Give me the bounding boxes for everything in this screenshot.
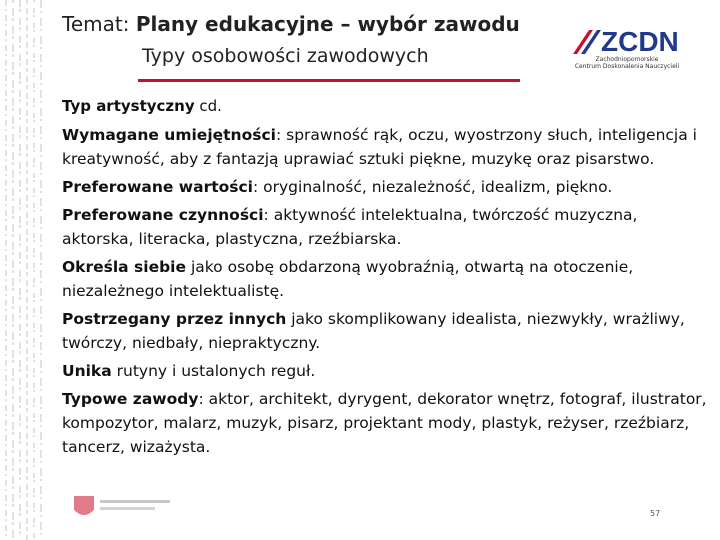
item-label: Unika [62,362,112,380]
section-label: Typ artystyczny [62,97,195,115]
item-label: Postrzegany przez innych [62,310,287,328]
logo-wordmark: ZCDN [601,26,679,56]
footer-emblem-logo [70,492,220,522]
item-text: : aktor, architekt, dyrygent, dekorator wnętrz, fotograf, ilustrator, kompozytor, malarz, muzyk, pisarz, projektant mody, plastyk, reżyser, rzeźbiarz, tancerz, wizażysta. [62,390,707,456]
item-text: jako osobę obdarzoną wyobraźnią, otwartą na otoczenie, niezależnego intelektualistę. [62,258,634,300]
item-label: Wymagane umiejętności [62,126,276,144]
title-divider [138,79,520,82]
item-label: Typowe zawody [62,390,199,408]
list-item [62,203,707,251]
logo-tagline [571,56,683,70]
title-main: Plany edukacyjne – wybór zawodu [135,12,520,36]
item-label: Preferowane wartości [62,178,253,196]
list-item [62,307,707,355]
section-suffix: cd. [194,97,222,115]
item-text: jako skomplikowany idealista, niezwykły, wrażliwy, twórczy, niedbały, niepraktyczny. [62,310,685,352]
title-prefix: Temat: [62,12,136,36]
item-text: : oryginalność, niezależność, idealizm, piękno. [253,178,613,196]
list-item [62,175,707,199]
list-item [62,359,707,383]
item-text: : sprawność rąk, oczu, wyostrzony słuch, inteligencja i kreatywność, aby z fantazją uprawiać sztuki piękne, muzykę oraz pisarstwo. [62,126,697,168]
list-item [62,123,707,171]
logo-tagline-line1: Zachodniopomorskie [595,56,659,63]
item-text: : aktywność intelektualna, twórczość muzyczna, aktorska, literacka, plastyczna, rzeźbiarska. [62,206,638,248]
slide-title [62,12,520,36]
slide-subtitle: Typy osobowości zawodowych [142,45,429,67]
logo-tagline-line2: Centrum Doskonalenia Nauczycieli [574,63,680,70]
item-label: Preferowane czynności [62,206,264,224]
list-item [62,255,707,303]
decorative-handwriting-strip [0,0,50,540]
content-list [62,123,707,463]
list-item [62,387,707,459]
item-text: rutyny i ustalonych reguł. [111,362,316,380]
item-label: Określa siebie [62,258,187,276]
page-number: 57 [650,509,661,518]
section-heading [62,97,222,115]
